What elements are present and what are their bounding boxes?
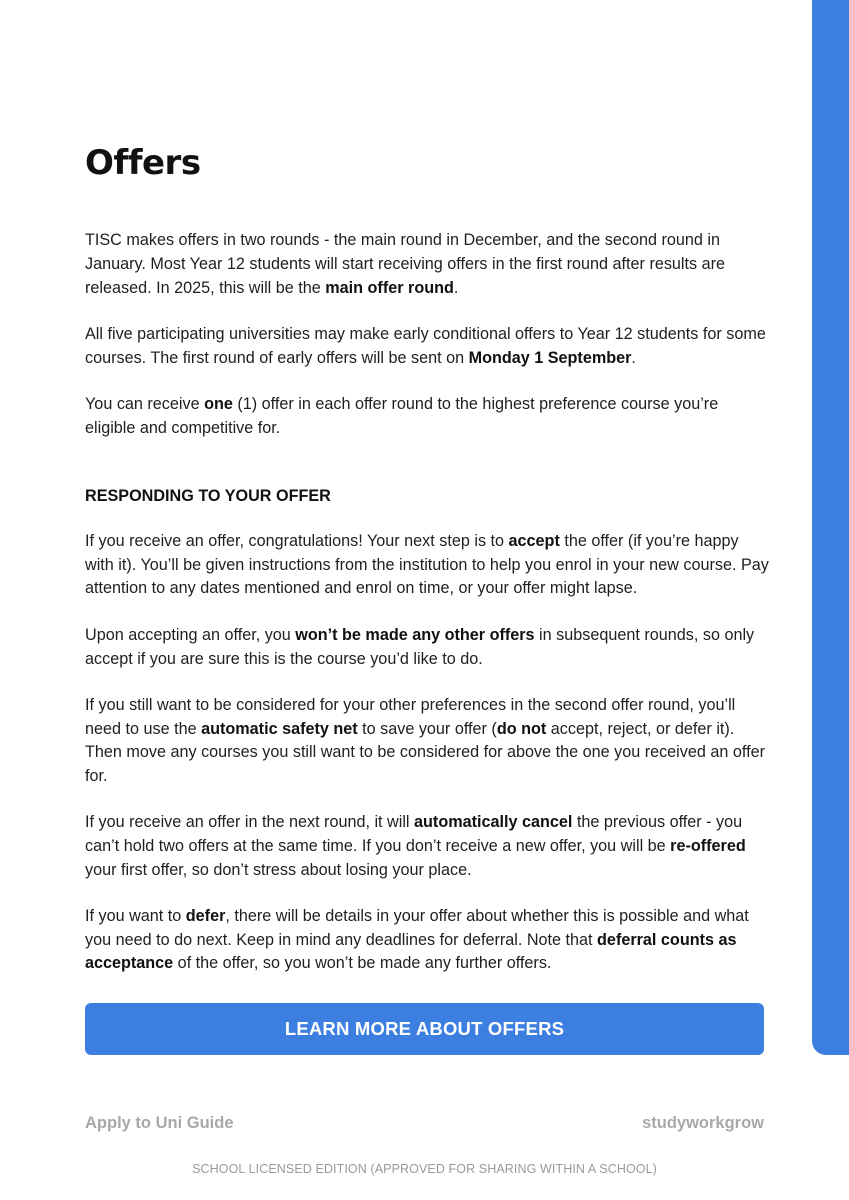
footer-brand: studyworkgrow: [642, 1114, 764, 1132]
emphasis-text: defer: [185, 907, 226, 926]
intro-section: [85, 229, 770, 440]
body-text: .: [631, 348, 636, 367]
intro-paragraph: [85, 323, 770, 370]
body-text: the previous offer - you can’t hold two offers at the same time. If you don’t receive a new offer, you will be: [85, 813, 743, 856]
responding-paragraph: [85, 811, 770, 882]
intro-paragraph: [85, 229, 770, 300]
emphasis-text: automatic safety net: [201, 719, 358, 738]
responding-section: [85, 530, 770, 976]
emphasis-text: re-offered: [670, 837, 746, 856]
body-text: If you want to: [85, 907, 186, 926]
responding-paragraph: [85, 905, 770, 976]
body-text: accept, reject, or defer it). Then move any courses you still want to be considered for above the one you received an offer for.: [85, 719, 765, 785]
body-text: If you receive an offer, congratulations! Your next step is to: [85, 532, 509, 551]
body-text: (1) offer in each offer round to the highest preference course you’re eligible and competitive for.: [85, 395, 719, 437]
body-text: to save your offer (: [357, 719, 497, 738]
body-text: If you still want to be considered for your other preferences in the second offer round, you’ll need to use the: [85, 696, 736, 738]
emphasis-text: accept: [508, 532, 560, 551]
body-text: All five participating universities may make early conditional offers to Year 12 students for some courses. The first round of early offers will be sent on: [85, 325, 766, 367]
body-text: .: [453, 278, 459, 297]
emphasis-text: one: [204, 395, 233, 414]
footer-license-note: SCHOOL LICENSED EDITION (APPROVED FOR SHARING WITHIN A SCHOOL): [192, 1162, 657, 1176]
section-heading-responding: RESPONDING TO YOUR OFFER: [85, 486, 331, 505]
body-text: If you receive an offer in the next round, it will: [85, 813, 415, 832]
body-text: of the offer, so you won’t be made any further offers.: [173, 954, 552, 973]
side-accent-bar: [812, 0, 849, 1055]
body-text: , there will be details in your offer about whether this is possible and what you need to do next. Keep in mind any deadlines for deferral. Note that: [85, 907, 749, 949]
page-title: Offers: [85, 143, 201, 183]
body-text: TISC makes offers in two rounds - the main round in December, and the second round in January. Most Year 12 students will start receiving offers in the first round after results are released. In 2025, this will be the: [85, 231, 726, 297]
responding-paragraph: [85, 530, 770, 601]
emphasis-text: main offer round: [325, 278, 454, 297]
body-text: You can receive: [85, 395, 205, 414]
footer-guide-title: Apply to Uni Guide: [85, 1114, 234, 1132]
emphasis-text: won’t be made any other offers: [295, 625, 535, 644]
emphasis-text: Monday 1 September: [468, 348, 632, 367]
emphasis-text: deferral counts as acceptance: [85, 930, 737, 973]
body-text: in subsequent rounds, so only accept if you are sure this is the course you’d like to do.: [85, 625, 755, 668]
emphasis-text: do not: [496, 719, 547, 738]
responding-paragraph: [85, 694, 770, 788]
body-text: the offer (if you’re happy with it). You’ll be given instructions from the institution to help you enrol in your new course. Pay attention to any dates mentioned and enrol on time, or your offer might lapse.: [85, 532, 769, 598]
intro-paragraph: [85, 393, 770, 440]
body-text: your first offer, so don’t stress about losing your place.: [85, 860, 472, 879]
emphasis-text: automatically cancel: [414, 813, 573, 832]
learn-more-offers-button[interactable]: LEARN MORE ABOUT OFFERS: [85, 1003, 764, 1055]
body-text: Upon accepting an offer, you: [85, 625, 296, 644]
main-content: [85, 145, 770, 999]
responding-paragraph: [85, 624, 770, 671]
